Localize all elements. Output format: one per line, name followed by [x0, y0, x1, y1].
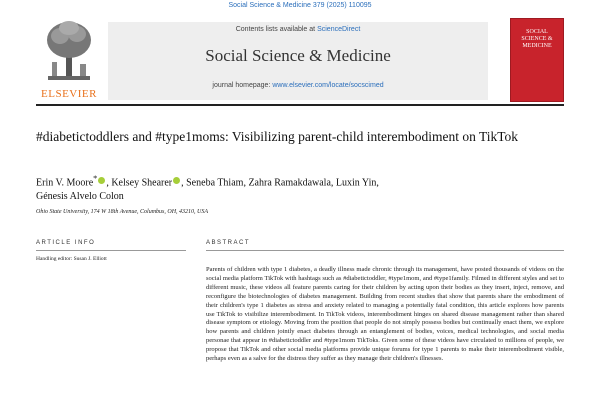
journal-header [36, 16, 564, 100]
journal-homepage [108, 82, 488, 89]
article-info-heading: ARTICLE INFO [36, 240, 96, 246]
author-name[interactable]: Seneba Thiam [186, 177, 244, 189]
article-title: #diabetictoddlers and #type1moms: Visibilizing parent-child interembodiment on TikTok [36, 129, 519, 144]
elsevier-tree-icon [44, 18, 94, 82]
author-name[interactable]: Luxin Yin [335, 177, 377, 189]
abstract-divider [206, 250, 564, 251]
corresponding-mark: * [93, 174, 98, 183]
contents-line [108, 26, 488, 33]
journal-cover-thumbnail[interactable] [510, 18, 564, 102]
elsevier-logo[interactable] [36, 18, 102, 100]
author-list: Erin V. Moore* , Kelsey Shearer , Seneba Thiam, Zahra Ramakdawala, Luxin Yin, Génesis Alvelo Colon [36, 174, 379, 203]
orcid-icon[interactable] [173, 177, 180, 184]
affiliation: Ohio State University, 174 W 18th Avenue, Columbus, OH, 43210, USA [36, 209, 209, 215]
elsevier-wordmark: ELSEVIER [41, 88, 97, 100]
homepage-link[interactable]: www.elsevier.com/locate/socscimed [272, 82, 384, 89]
journal-banner [108, 22, 488, 100]
author-name[interactable]: Kelsey Shearer [111, 177, 173, 189]
abstract-heading: ABSTRACT [206, 240, 251, 246]
journal-title: Social Science & Medicine [205, 46, 391, 65]
author-name[interactable]: Zahra Ramakdawala [248, 177, 331, 189]
header-divider [36, 104, 564, 106]
sciencedirect-link[interactable]: ScienceDirect [317, 26, 361, 33]
article-info-divider [36, 250, 186, 251]
cover-title: SOCIAL SCIENCE & MEDICINE [521, 29, 553, 49]
contents-prefix: Contents lists available at [235, 26, 316, 33]
handling-editor: Handling editor: Susan J. Elliott [36, 256, 107, 262]
author-name[interactable]: Génesis Alvelo Colon [36, 191, 124, 203]
abstract-text: Parents of children with type 1 diabetes, a deadly illness made chronic through its management, have posted thousands of videos on the social media platform TikTok with hashtags such as #diabetictoddler, #type1mom, and #type1family. Filmed in different styles and set to different music, these videos all feature parents caring for their children by acting upon their bodies as they insert, inject, remove, and reconfigure the biotechnologies of diabetes management. Building from recent studies that show that parents share the embodiment of their children's type 1 diabetes as stress and anxiety related to managing a potentially fatal condition, this article explores how parents use TikTok to visibilize interembodiment. In TikTok videos, interembodiment hinges on shared disease management rather than shared disease symptom or etiology. Moving from the position that people do not simply possess bodies but continually enact them, we explore how parents and children jointly enact diabetes through an entanglement of bodies, voices, medical technologies, and social media personae that appear in #diabetictoddler and #type1mom TikToks. Given some of these videos have circulated to millions of people, we propose that TikTok and other social media platforms provide unique forums for type 1 parents to make their interembodiment visible, perhaps even as a salve for the distress they suffer as they manage their children's illnesses. [206, 266, 564, 363]
orcid-icon[interactable] [98, 177, 105, 184]
journal-citation[interactable]: Social Science & Medicine 379 (2025) 110095 [228, 2, 372, 9]
author-name[interactable]: Erin V. Moore [36, 177, 94, 189]
homepage-prefix: journal homepage: [212, 82, 271, 89]
